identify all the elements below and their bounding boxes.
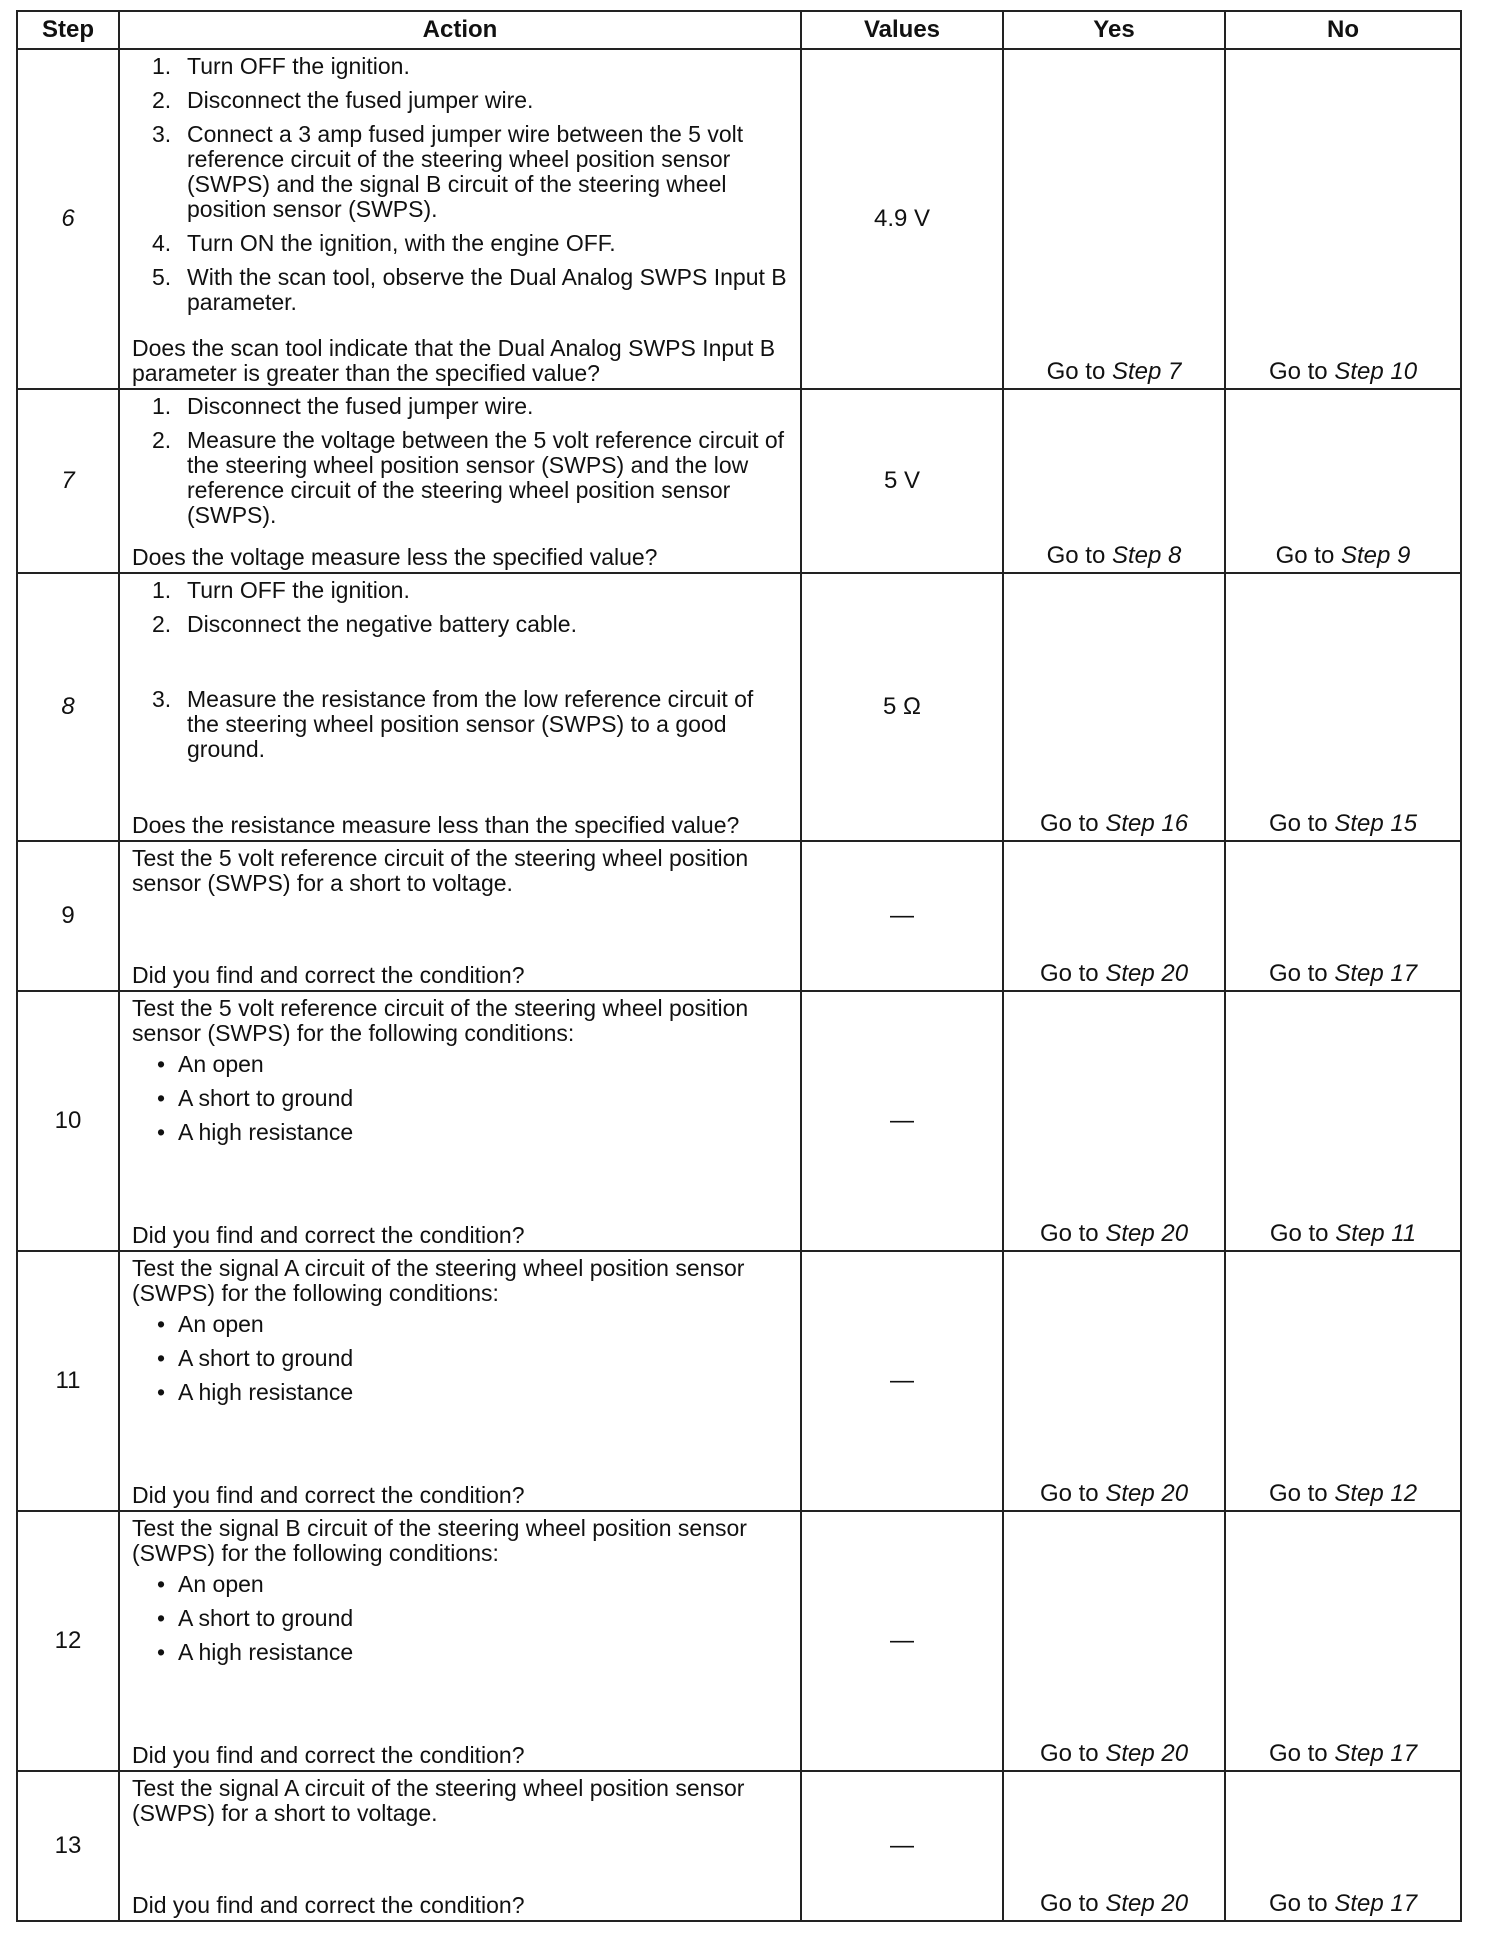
value-cell: —	[801, 1251, 1003, 1511]
condition-item: • A high resistance	[157, 1119, 354, 1145]
header-values: Values	[801, 11, 1003, 49]
condition-text: A short to ground	[178, 1085, 354, 1111]
intro-text: Test the 5 volt reference circuit of the steering wheel position sensor (SWPS) for the following conditions:	[132, 995, 749, 1046]
procedure-item: 3. Measure the resistance from the low reference circuit of the steering wheel position sensor (SWPS) to a good ground.	[152, 686, 754, 762]
procedure-item-text: Measure the voltage between the 5 volt reference circuit of the steering wheel position sensor (SWPS) and the low reference circuit of the steering wheel position sensor (SWPS).	[187, 427, 785, 528]
no-step-link[interactable]: Step 17	[1334, 1740, 1418, 1767]
procedure-item: 1. Turn OFF the ignition.	[152, 577, 410, 603]
action-cell	[119, 573, 801, 841]
question-text: Did you find and correct the condition?	[132, 962, 525, 988]
goto-label: Go to	[1275, 542, 1335, 569]
goto-label: Go to	[1046, 542, 1106, 569]
yes-cell	[1003, 49, 1225, 389]
step-number: 12	[17, 1511, 119, 1771]
no-step-link[interactable]: Step 10	[1334, 358, 1418, 385]
no-step-link[interactable]: Step 9	[1340, 542, 1411, 569]
condition-text: A high resistance	[178, 1639, 354, 1665]
table-row	[17, 1771, 1461, 1921]
intro-text: Test the signal A circuit of the steering wheel position sensor (SWPS) for a short to voltage.	[132, 1775, 745, 1826]
step-number: 8	[17, 573, 119, 841]
goto-label: Go to	[1046, 358, 1106, 385]
step-number: 6	[17, 49, 119, 389]
goto-label: Go to	[1268, 1740, 1328, 1767]
value-cell: 4.9 V	[801, 49, 1003, 389]
no-cell	[1225, 1251, 1461, 1511]
table-row	[17, 841, 1461, 991]
procedure-item-text: Measure the resistance from the low reference circuit of the steering wheel position sensor (SWPS) to a good ground.	[187, 686, 754, 762]
goto-label: Go to	[1039, 1480, 1099, 1507]
procedure-item-text: Disconnect the negative battery cable.	[187, 611, 577, 637]
goto-label: Go to	[1268, 960, 1328, 987]
procedure-item: 1. Disconnect the fused jumper wire.	[152, 393, 534, 419]
question-text: Did you find and correct the condition?	[132, 1742, 525, 1768]
question-text: Did you find and correct the condition?	[132, 1482, 525, 1508]
no-step-link[interactable]: Step 11	[1335, 1220, 1417, 1247]
intro-text: Test the signal A circuit of the steering wheel position sensor (SWPS) for the following conditions:	[132, 1255, 745, 1306]
header-no: No	[1225, 11, 1461, 49]
goto-label: Go to	[1268, 358, 1328, 385]
condition-text: A high resistance	[178, 1119, 354, 1145]
goto-label: Go to	[1268, 810, 1328, 837]
goto-label: Go to	[1268, 1480, 1328, 1507]
step-number: 13	[17, 1771, 119, 1921]
yes-cell	[1003, 573, 1225, 841]
procedure-item-text: Turn OFF the ignition.	[187, 577, 410, 603]
header-row	[17, 11, 1461, 49]
procedure-item: 2. Measure the voltage between the 5 volt reference circuit of the steering wheel position sensor (SWPS) and the low reference circuit of the steering wheel position sensor (SWPS).	[152, 427, 785, 528]
intro-text: Test the 5 volt reference circuit of the steering wheel position sensor (SWPS) for a short to voltage.	[132, 845, 749, 896]
condition-text: A high resistance	[178, 1379, 354, 1405]
goto-label: Go to	[1039, 1220, 1099, 1247]
yes-step-link[interactable]: Step 20	[1105, 960, 1189, 987]
no-cell	[1225, 49, 1461, 389]
no-cell	[1225, 1511, 1461, 1771]
value-cell: 5 Ω	[801, 573, 1003, 841]
no-step-link[interactable]: Step 15	[1334, 810, 1418, 837]
diagnostic-table-sheet	[16, 10, 1460, 1922]
value-cell: —	[801, 1511, 1003, 1771]
action-cell	[119, 841, 801, 991]
step-number: 9	[17, 841, 119, 991]
intro-text: Test the signal B circuit of the steering wheel position sensor (SWPS) for the following conditions:	[132, 1515, 747, 1566]
procedure-item-text: Disconnect the fused jumper wire.	[187, 393, 534, 419]
goto-label: Go to	[1039, 1890, 1099, 1917]
no-step-link[interactable]: Step 17	[1334, 1890, 1418, 1917]
procedure-item-text: Connect a 3 amp fused jumper wire between the 5 volt reference circuit of the steering wheel position sensor (SWPS) and the signal B circuit of the steering wheel position sensor (SWPS).	[187, 121, 744, 222]
action-cell	[119, 49, 801, 389]
procedure-item: 2. Disconnect the negative battery cable.	[152, 611, 577, 637]
procedure-item: 1. Turn OFF the ignition.	[152, 53, 410, 79]
procedure-item-text: Disconnect the fused jumper wire.	[187, 87, 534, 113]
condition-text: A short to ground	[178, 1605, 354, 1631]
procedure-item: 3. Connect a 3 amp fused jumper wire between the 5 volt reference circuit of the steering wheel position sensor (SWPS) and the signal B circuit of the steering wheel position sensor (SWPS).	[152, 121, 744, 222]
no-cell	[1225, 841, 1461, 991]
question-text: Does the voltage measure less the specified value?	[132, 544, 658, 570]
action-cell	[119, 1771, 801, 1921]
no-cell	[1225, 991, 1461, 1251]
condition-item: • A short to ground	[157, 1345, 354, 1371]
yes-cell	[1003, 1251, 1225, 1511]
table-row	[17, 1511, 1461, 1771]
procedure-item: 2. Disconnect the fused jumper wire.	[152, 87, 534, 113]
header-step: Step	[17, 11, 119, 49]
table-row	[17, 573, 1461, 841]
step-number: 10	[17, 991, 119, 1251]
header-action: Action	[119, 11, 801, 49]
action-cell	[119, 1251, 801, 1511]
step-number: 11	[17, 1251, 119, 1511]
value-cell: —	[801, 841, 1003, 991]
yes-step-link[interactable]: Step 20	[1105, 1740, 1189, 1767]
yes-cell	[1003, 1511, 1225, 1771]
yes-step-link[interactable]: Step 20	[1105, 1480, 1189, 1507]
yes-step-link[interactable]: Step 20	[1105, 1890, 1189, 1917]
action-cell	[119, 991, 801, 1251]
goto-label: Go to	[1039, 1740, 1099, 1767]
yes-cell	[1003, 991, 1225, 1251]
yes-cell	[1003, 389, 1225, 573]
procedure-item: 4. Turn ON the ignition, with the engine OFF.	[152, 230, 616, 256]
condition-item: • A high resistance	[157, 1639, 354, 1665]
yes-cell	[1003, 1771, 1225, 1921]
goto-label: Go to	[1269, 1220, 1329, 1247]
no-cell	[1225, 389, 1461, 573]
value-cell: —	[801, 1771, 1003, 1921]
procedure-item: 5. With the scan tool, observe the Dual Analog SWPS Input B parameter.	[152, 264, 787, 315]
no-step-link[interactable]: Step 12	[1334, 1480, 1418, 1507]
table-row	[17, 389, 1461, 573]
no-step-link[interactable]: Step 17	[1334, 960, 1418, 987]
yes-step-link[interactable]: Step 7	[1111, 358, 1182, 385]
header-yes: Yes	[1003, 11, 1225, 49]
question-text: Did you find and correct the condition?	[132, 1892, 525, 1918]
condition-item: • An open	[157, 1051, 264, 1077]
condition-item: • A short to ground	[157, 1085, 354, 1111]
yes-step-link[interactable]: Step 8	[1111, 542, 1182, 569]
action-cell	[119, 389, 801, 573]
question-text: Does the resistance measure less than the specified value?	[132, 812, 740, 838]
value-cell: —	[801, 991, 1003, 1251]
table-row	[17, 1251, 1461, 1511]
goto-label: Go to	[1039, 810, 1099, 837]
procedure-item-text: Turn ON the ignition, with the engine OFF.	[187, 230, 616, 256]
goto-label: Go to	[1039, 960, 1099, 987]
yes-cell	[1003, 841, 1225, 991]
no-cell	[1225, 1771, 1461, 1921]
question-text: Does the scan tool indicate that the Dual Analog SWPS Input B parameter is greater than the specified value?	[132, 335, 776, 386]
condition-item: • An open	[157, 1311, 264, 1337]
condition-item: • A high resistance	[157, 1379, 354, 1405]
table-row	[17, 991, 1461, 1251]
action-cell	[119, 1511, 801, 1771]
condition-item: • An open	[157, 1571, 264, 1597]
question-text: Did you find and correct the condition?	[132, 1222, 525, 1248]
diagnostic-table	[16, 10, 1462, 1922]
condition-item: • A short to ground	[157, 1605, 354, 1631]
value-cell: 5 V	[801, 389, 1003, 573]
no-cell	[1225, 573, 1461, 841]
step-number: 7	[17, 389, 119, 573]
procedure-item-text: With the scan tool, observe the Dual Analog SWPS Input B parameter.	[187, 264, 787, 315]
yes-step-link[interactable]: Step 16	[1105, 810, 1189, 837]
table-row	[17, 49, 1461, 389]
goto-label: Go to	[1268, 1890, 1328, 1917]
condition-text: An open	[178, 1571, 264, 1597]
condition-text: An open	[178, 1051, 264, 1077]
condition-text: An open	[178, 1311, 264, 1337]
procedure-item-text: Turn OFF the ignition.	[187, 53, 410, 79]
condition-text: A short to ground	[178, 1345, 354, 1371]
yes-step-link[interactable]: Step 20	[1105, 1220, 1189, 1247]
